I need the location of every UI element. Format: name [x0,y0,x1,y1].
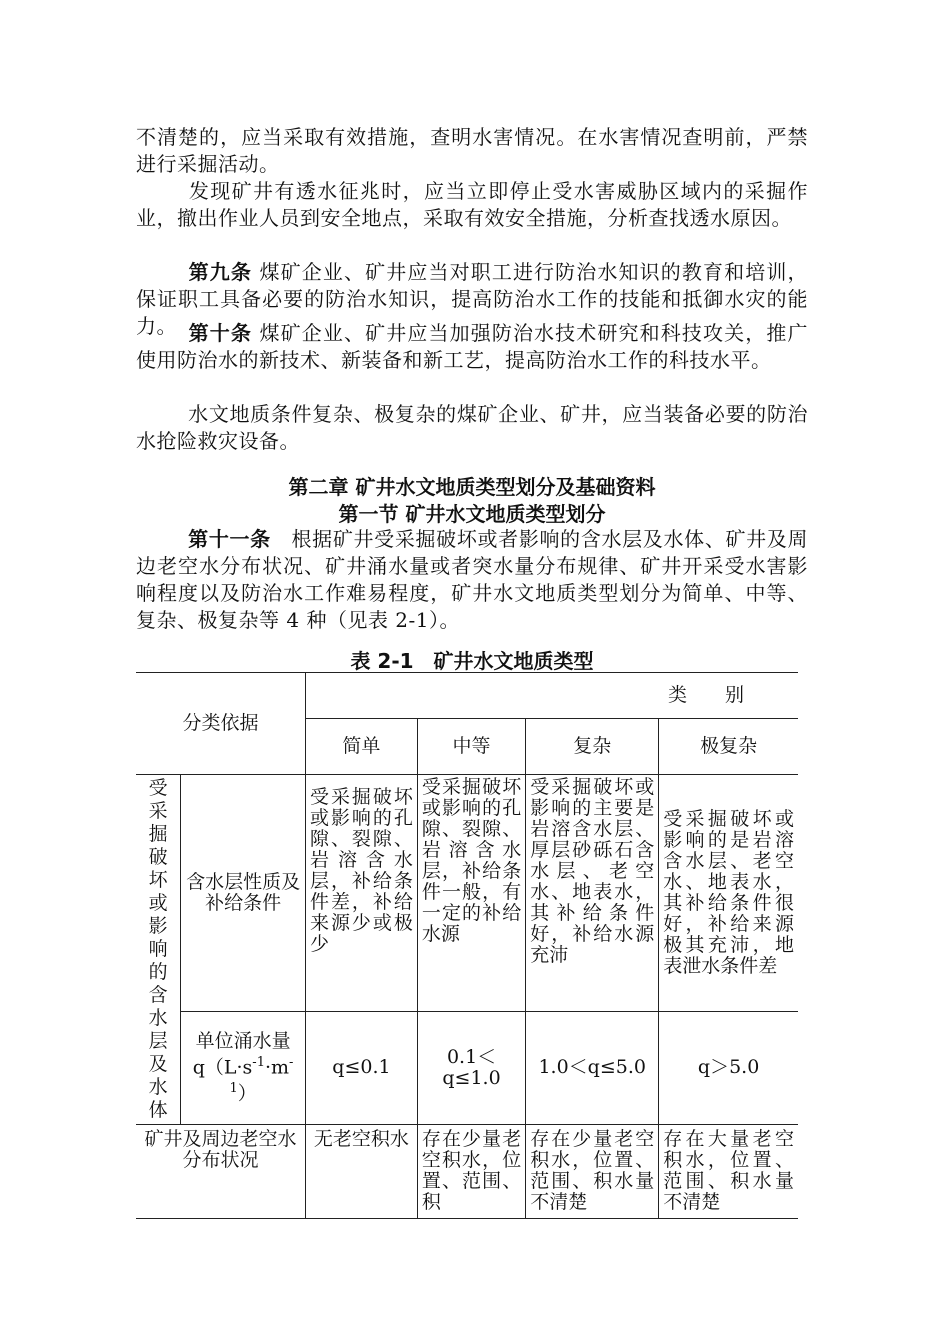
row1-complex: 受采掘破坏或影响的主要是岩溶含水层、厚层砂砾石含水层、老空水、地表水，其补给条件好，补给水源充沛 [526,775,659,1012]
article-10: 第十条 煤矿企业、矿井应当加强防治水技术研究和科技攻关，推广使用防治水的新技术、新装备和新工艺，提高防治水工作的科技水平。 [136,321,809,372]
row1-simple: 受采掘破坏或影响的孔隙、裂隙、岩溶含水层，补给条件差，补给来源少或极少 [306,775,418,1012]
article-11: 第十一条 根据矿井受采掘破坏或者影响的含水层及水体、矿井及周边老空水分布状况、矿井涌水量或者突水量分布规律、矿井开采受水害影响程度以及防治水工作难易程度，矿井水文地质类型划分为简单、中等、复杂、极复杂等 4 种（见表 2-1）。 [136,527,809,632]
row3-label: 矿井及周边老空水分布状况 [136,1125,306,1219]
table-row-aquifer [136,775,798,1012]
col-simple: 简单 [306,719,418,775]
col-very-complex: 极复杂 [659,719,798,775]
chapter-title: 第二章 矿井水文地质类型划分及基础资料 [288,475,656,499]
table-caption: 表 2-1 矿井水文地质类型 [350,649,594,673]
row3-complex: 存在少量老空积水，位置、范围、积水量不清楚 [526,1125,659,1219]
paragraph-equipment: 水文地质条件复杂、极复杂的煤矿企业、矿井，应当装备必要的防治水抢险救灾设备。 [136,402,808,453]
group-label-cell [136,775,181,1125]
article-9: 第九条 煤矿企业、矿井应当对职工进行防治水知识的教育和培训，保证职工具备必要的防治水知识，提高防治水工作的技能和抵御水灾的能力。 [136,260,809,338]
table-row-inflow [136,1011,798,1124]
row3-medium: 存在少量老空积水，位置、范围、积 [417,1125,525,1219]
article-10-label: 第十条 [188,321,252,345]
row3-simple: 无老空积水 [306,1125,418,1219]
col-medium: 中等 [417,719,525,775]
basis-header: 分类依据 [136,673,306,775]
row2-medium: 0.1＜ q≤1.0 [417,1011,525,1124]
row2-label: 单位涌水量 $q(L\cdot s^{-1}\cdot m^{-1})$ [181,1011,306,1124]
section-title: 第一节 矿井水文地质类型划分 [338,502,606,526]
row2-complex: 1.0＜q≤5.0 [526,1011,659,1124]
table-header-row [136,673,798,719]
row1-very-complex: 受采掘破坏或影响的是岩溶含水层、老空水、地表水，其补给条件很好，补给来源极其充沛，地表泄水条件差 [659,775,798,1012]
row3-very-complex: 存在大量老空积水，位置、范围、积水量不清楚 [659,1125,798,1219]
row2-simple: q≤0.1 [306,1011,418,1124]
paragraph-continuation: 不清楚的，应当采取有效措施，查明水害情况。在水害情况查明前，严禁进行采掘活动。 [136,125,808,176]
row2-very-complex: q＞5.0 [659,1011,798,1124]
row1-label: 含水层性质及补给条件 [181,775,306,1012]
hydrogeology-type-table [136,672,798,1219]
col-complex: 复杂 [526,719,659,775]
row1-medium: 受采掘破坏或影响的孔隙、裂隙、岩溶含水层，补给条件一般，有一定的补给水源 [417,775,525,1012]
article-11-label: 第十一条 [188,527,271,551]
category-header: 类 别 [306,673,799,719]
table-row-goaf-water [136,1125,798,1219]
group-label: 受采掘破坏或影响的含水层及水体 [148,777,168,1121]
article-9-label: 第九条 [188,260,252,284]
paragraph-water-inrush: 发现矿井有透水征兆时，应当立即停止受水害威胁区域内的采掘作业，撤出作业人员到安全地点，采取有效安全措施，分析查找透水原因。 [136,179,808,230]
